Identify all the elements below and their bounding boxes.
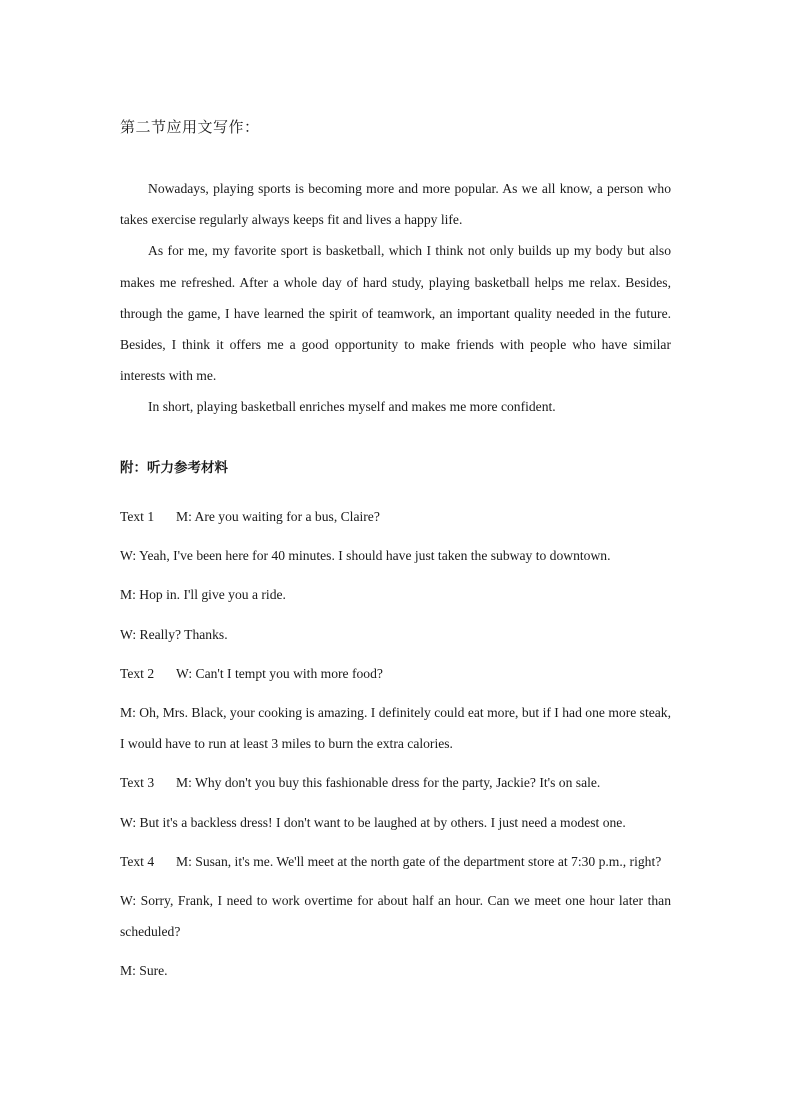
- text-2-line-2: M: Oh, Mrs. Black, your cooking is amazing. I definitely could eat more, but if I had one more steak, I would have to run at least 3 miles to burn the extra calories.: [120, 705, 671, 752]
- appendix-title: 附：听力参考材料: [120, 460, 228, 476]
- essay: [120, 173, 671, 423]
- section-title: 第二节应用文写作：: [120, 118, 260, 136]
- text-3-line-2: W: But it's a backless dress! I don't want to be laughed at by others. I just need a modest one.: [120, 814, 626, 830]
- text-2-line-1: [120, 658, 671, 689]
- text-3-line-1: [120, 767, 671, 798]
- text-4-line-2: W: Sorry, Frank, I need to work overtime for about half an hour. Can we meet one hour later than scheduled?: [120, 893, 671, 940]
- text-2-label: Text 2: [120, 665, 155, 681]
- text-4-utterance-1: M: Susan, it's me. We'll meet at the north gate of the department store at 7:30 p.m., right?: [176, 853, 662, 869]
- text-3-label: Text 3: [120, 775, 155, 791]
- text-2-utterance-1: W: Can't I tempt you with more food?: [176, 665, 383, 681]
- text-3-utterance-1: M: Why don't you buy this fashionable dress for the party, Jackie? It's on sale.: [176, 775, 601, 791]
- essay-paragraph-3: In short, playing basketball enriches myself and makes me more confident.: [148, 399, 556, 415]
- text-1-label: Text 1: [120, 509, 155, 524]
- text-4-line-3: M: Sure.: [120, 963, 168, 979]
- text-1-line-1: [120, 501, 671, 532]
- essay-paragraph-1: Nowadays, playing sports is becoming more and more popular. As we all know, a person who takes exercise regularly always keeps fit and lives a happy life.: [120, 181, 671, 228]
- text-1-line-4: W: Really? Thanks.: [120, 626, 228, 642]
- essay-paragraph-2: As for me, my favorite sport is basketball, which I think not only builds up my body but also makes me refreshed. After a whole day of hard study, playing basketball helps me relax. Besides, through the game, I have learned the spirit of teamwork, an important quality needed in the future. Besides, I think it offers me a good opportunity to make friends with people who have similar interests with me.: [120, 243, 671, 384]
- text-1-line-3: M: Hop in. I'll give you a ride.: [120, 587, 286, 603]
- listening-transcript: [120, 501, 671, 987]
- text-4-line-1: [120, 846, 671, 877]
- text-1-line-2: W: Yeah, I've been here for 40 minutes. I should have just taken the subway to downtown.: [120, 548, 611, 564]
- text-1-utterance-1: M: Are you waiting for a bus, Claire?: [176, 509, 380, 524]
- text-4-label: Text 4: [120, 853, 155, 869]
